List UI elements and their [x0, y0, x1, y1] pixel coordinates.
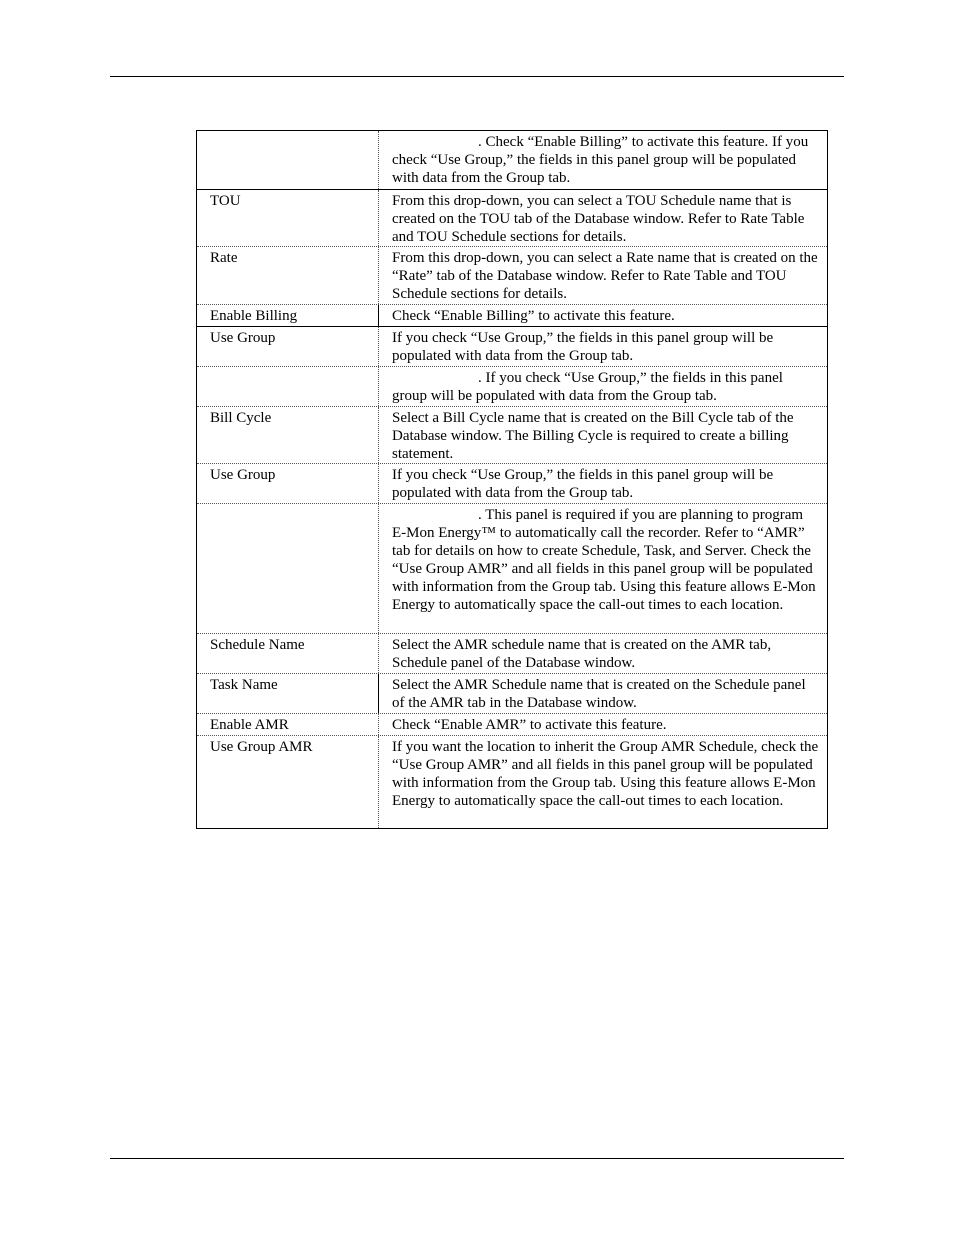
row-label: Bill Cycle	[197, 407, 379, 463]
row-label: Use Group AMR	[197, 736, 379, 828]
row-label	[197, 131, 379, 189]
row-label: Task Name	[197, 674, 379, 713]
row-description: Select the AMR schedule name that is created on the AMR tab, Schedule panel of the Database window.	[392, 637, 772, 671]
row-description: . Check “Enable Billing” to activate this feature. If you check “Use Group,” the fields in this panel group will be populated with data from the Group tab.	[392, 134, 809, 186]
table-row	[197, 633, 827, 673]
table-row	[197, 246, 827, 304]
table-row	[197, 131, 827, 189]
table-row	[197, 189, 827, 246]
row-label	[197, 504, 379, 633]
table-row	[197, 366, 827, 406]
row-label: Use Group	[197, 327, 379, 366]
table-row	[197, 503, 827, 633]
header-rule	[110, 76, 844, 77]
table-row	[197, 735, 827, 828]
row-description: . If you check “Use Group,” the fields in this panel group will be populated with data from the Group tab.	[392, 370, 783, 404]
row-label: Enable Billing	[197, 305, 379, 326]
row-description: Check “Enable Billing” to activate this feature.	[392, 308, 675, 324]
table-row	[197, 326, 827, 366]
row-label: Enable AMR	[197, 714, 379, 735]
row-description: From this drop-down, you can select a TOU Schedule name that is created on the TOU tab of the Database window. Refer to Rate Table and TOU Schedule sections for details.	[392, 193, 805, 245]
row-label: Rate	[197, 247, 379, 304]
row-description: From this drop-down, you can select a Rate name that is created on the “Rate” tab of the Database window. Refer to Rate Table and TOU Schedule sections for details.	[392, 250, 818, 302]
table-row	[197, 673, 827, 713]
row-description: Select a Bill Cycle name that is created on the Bill Cycle tab of the Database window. The Billing Cycle is required to create a billing statement.	[392, 410, 794, 462]
table-row	[197, 713, 827, 735]
row-label	[197, 367, 379, 406]
row-description: Check “Enable AMR” to activate this feature.	[392, 717, 667, 733]
row-description: If you want the location to inherit the Group AMR Schedule, check the “Use Group AMR” and all fields in this panel group will be populated with information from the Group tab. Using this feature allows E-Mon Energy to automatically space the call-out times to each location.	[392, 739, 819, 809]
row-description: . This panel is required if you are planning to program E-Mon Energy™ to automatically call the recorder. Refer to “AMR” tab for details on how to create Schedule, Task, and Server. Check the “Use Group AMR” and all fields in this panel group will be populated with information from the Group tab. Using this feature allows E-Mon Energy to automatically space the call-out times to each location.	[392, 507, 816, 613]
footer-rule	[110, 1158, 844, 1159]
table-row	[197, 463, 827, 503]
row-label: TOU	[197, 190, 379, 246]
row-description: Select the AMR Schedule name that is created on the Schedule panel of the AMR tab in the Database window.	[392, 677, 806, 711]
row-label: Schedule Name	[197, 634, 379, 673]
row-label: Use Group	[197, 464, 379, 503]
row-description: If you check “Use Group,” the fields in this panel group will be populated with data from the Group tab.	[392, 467, 774, 501]
row-description: If you check “Use Group,” the fields in this panel group will be populated with data from the Group tab.	[392, 330, 774, 364]
table-row	[197, 304, 827, 326]
table-row	[197, 406, 827, 463]
settings-table	[196, 130, 828, 829]
